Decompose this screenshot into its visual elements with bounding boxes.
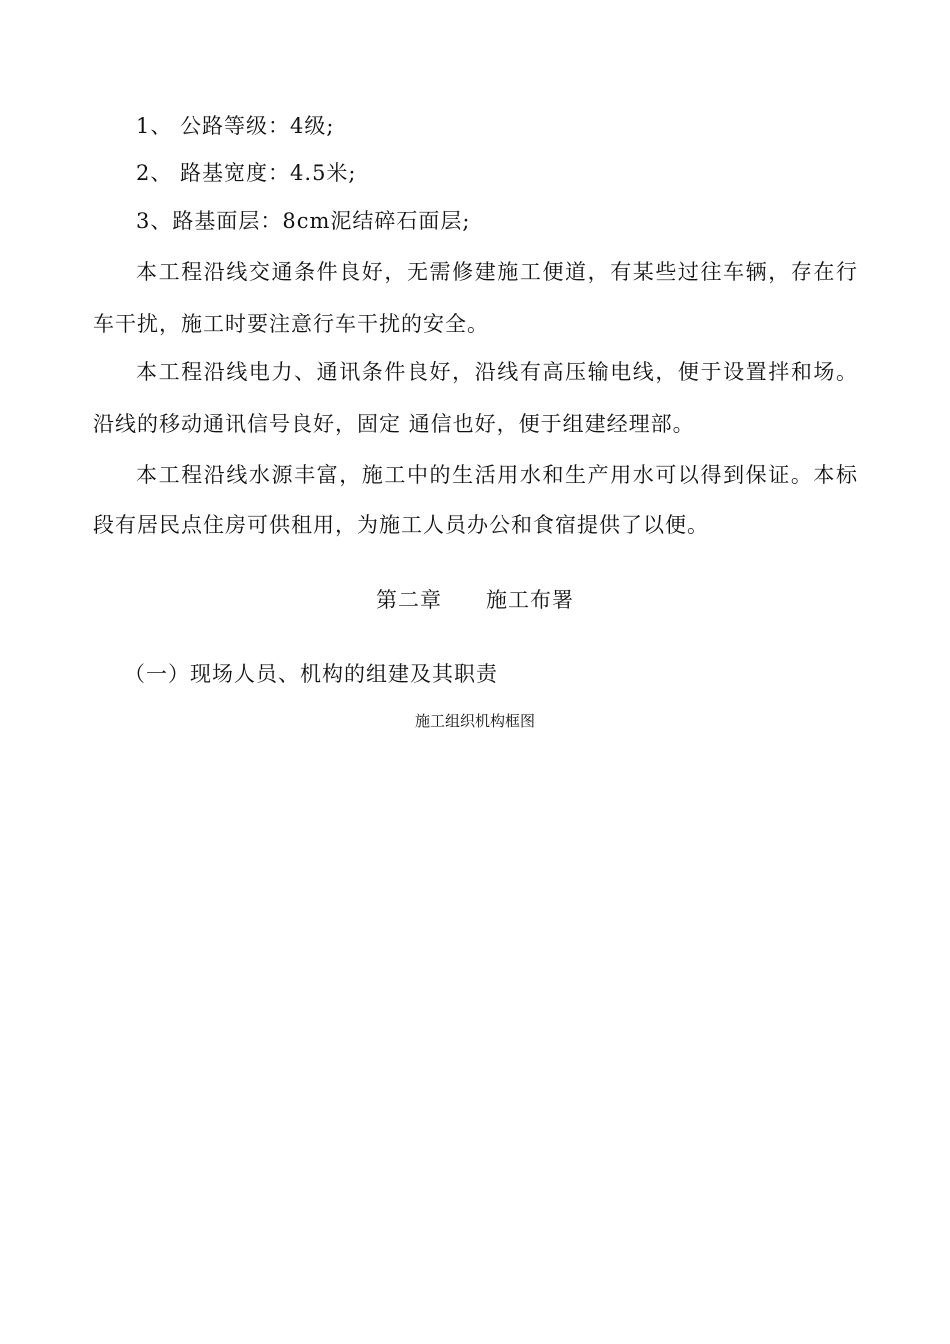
figure-caption: 施工组织机构框图	[414, 712, 535, 730]
section-heading: （一）现场人员、机构的组建及其职责	[124, 662, 498, 686]
paragraph-power-line2: 沿线的移动通讯信号良好，固定 通信也好，便于组建经理部。	[93, 412, 695, 436]
paragraph-power-line1: 本工程沿线电力、通讯条件良好，沿线有高压输电线，便于设置拌和场。	[136, 360, 858, 384]
paragraph-water-line2: 段有居民点住房可供租用，为施工人员办公和食宿提供了以便。	[93, 513, 709, 537]
chapter-number: 第二章	[376, 588, 442, 612]
list-item-highway-grade: 1、 公路等级：4级;	[136, 114, 335, 138]
chapter-title	[0, 586, 950, 614]
paragraph-water-line1: 本工程沿线水源丰富，施工中的生活用水和生产用水可以得到保证。本标	[136, 463, 858, 487]
list-item-roadbed-width: 2、 路基宽度：4.5米;	[136, 161, 357, 185]
paragraph-traffic-line1: 本工程沿线交通条件良好，无需修建施工便道，有某些过往车辆，存在行	[136, 260, 858, 284]
list-item-roadbed-surface: 3、路基面层：8cm泥结碎石面层;	[136, 209, 471, 233]
chapter-name: 施工布署	[486, 588, 574, 612]
paragraph-traffic-line2: 车干扰，施工时要注意行车干扰的安全。	[93, 312, 489, 336]
